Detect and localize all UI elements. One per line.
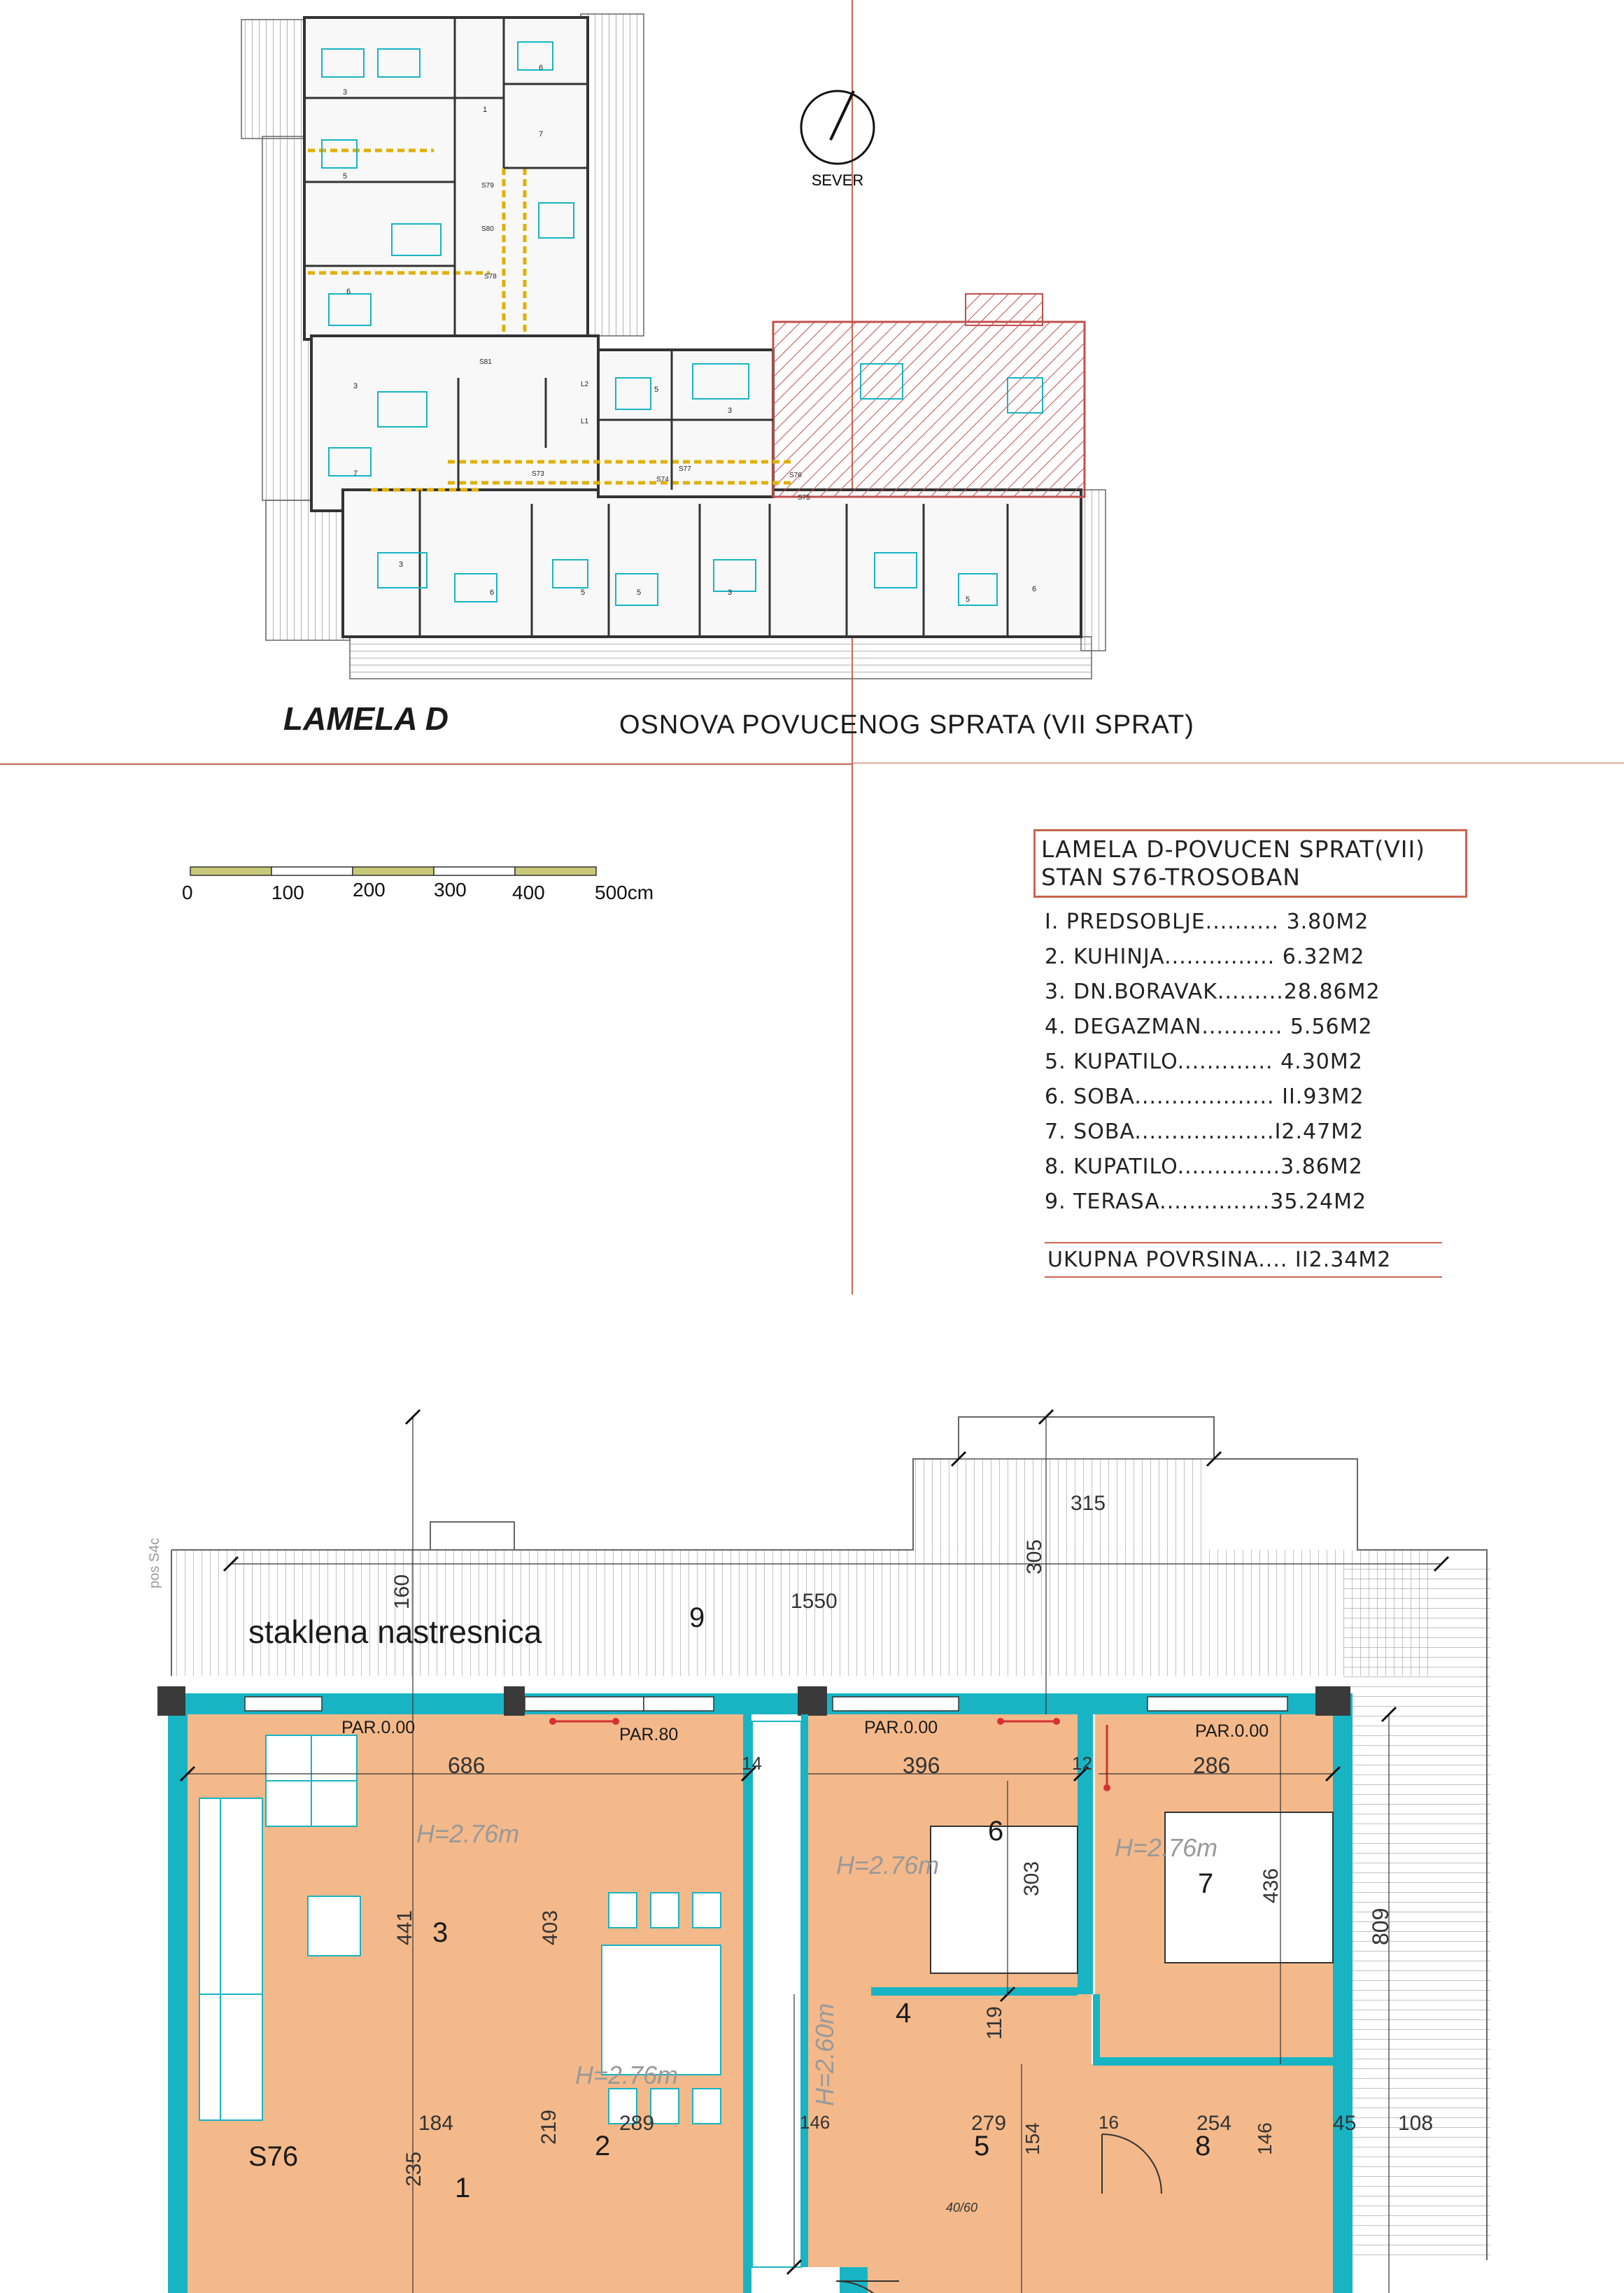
dim-label: 286 xyxy=(1193,1753,1231,1778)
dim-label: 1550 xyxy=(791,1590,838,1613)
scale-label: 400 xyxy=(512,882,545,903)
room-number: 1 xyxy=(483,106,488,114)
height-label: H=2.60m xyxy=(810,2003,839,2106)
pos-label: pos S4c xyxy=(147,1537,162,1588)
apt-label: L1 xyxy=(581,418,589,425)
room-number: 3 xyxy=(728,588,733,597)
room-number: 7 xyxy=(539,130,544,139)
dim-label: 303 xyxy=(1020,1861,1043,1896)
room-number-9: 9 xyxy=(689,1602,705,1633)
scale-bar xyxy=(182,864,686,913)
dim-label: 108 xyxy=(1398,2112,1434,2135)
room-number: 5 xyxy=(343,172,348,181)
dim-label: 40/60 xyxy=(946,2201,978,2215)
table-row: I. PREDSOBLJE.......... 3.80M2 xyxy=(1045,910,1369,934)
dim-label: 14 xyxy=(742,1753,762,1774)
floor-title: OSNOVA POVUCENOG SPRATA (VII SPRAT) xyxy=(619,710,1194,740)
room-number: 6 xyxy=(539,64,544,72)
terrace-hatch xyxy=(241,20,304,139)
dim-label: 16 xyxy=(1099,2112,1119,2133)
overview-plan xyxy=(0,0,1624,770)
apartment-plan xyxy=(0,1392,1624,2293)
north-arrow-icon xyxy=(801,91,874,164)
dim-label: 160 xyxy=(390,1574,414,1609)
table-header xyxy=(1033,829,1467,898)
scale-label: 500cm xyxy=(595,882,654,903)
level-label: PAR.0.00 xyxy=(864,1718,938,1737)
dim-label: 154 xyxy=(1022,2122,1043,2155)
scale-label: 300 xyxy=(434,879,467,901)
room-number: 7 xyxy=(353,470,358,478)
lamela-title: LAMELA D xyxy=(283,700,449,737)
terrace-hatch xyxy=(266,500,350,640)
height-label: H=2.76m xyxy=(1115,1833,1218,1862)
height-label: H=2.76m xyxy=(416,1819,520,1848)
dim-label: 436 xyxy=(1259,1868,1283,1903)
dim-label: 235 xyxy=(402,2151,425,2187)
apt-label: S78 xyxy=(484,273,497,281)
room-number: 3 xyxy=(728,407,733,415)
dim-label: 315 xyxy=(1071,1492,1106,1515)
room-area-table xyxy=(1033,829,1467,1278)
room-number: 5 xyxy=(581,588,586,597)
table-row: 5. KUPATILO............. 4.30M2 xyxy=(1045,1050,1363,1074)
terrace-hatch xyxy=(581,14,644,336)
dim-label: 119 xyxy=(983,2006,1006,2040)
terrace-label: staklena nastresnica xyxy=(248,1614,542,1650)
dim-label: 12 xyxy=(1072,1753,1092,1774)
room-number-2: 2 xyxy=(595,2131,611,2161)
dim-label: 45 xyxy=(1333,2112,1357,2135)
dim-label: 279 xyxy=(971,2112,1007,2135)
room-number-4: 4 xyxy=(896,1998,912,2029)
table-total: UKUPNA POVRSINA.... II2.34M2 xyxy=(1045,1242,1442,1278)
room-number: 6 xyxy=(490,588,495,597)
room-number: 6 xyxy=(1032,585,1037,593)
room-number-8: 8 xyxy=(1195,2131,1211,2161)
table-row: 2. KUHINJA............... 6.32M2 xyxy=(1045,945,1365,969)
apt-label: S80 xyxy=(481,225,494,233)
building-wing-east xyxy=(598,350,773,497)
room-number: 5 xyxy=(637,588,642,597)
room-number: 3 xyxy=(343,88,348,97)
room-number: 5 xyxy=(654,386,659,394)
table-row: 8. KUPATILO..............3.86M2 xyxy=(1045,1155,1363,1179)
terrace-hatch xyxy=(350,637,1092,679)
table-row: 3. DN.BORAVAK.........28.86M2 xyxy=(1045,980,1381,1004)
apt-label: S79 xyxy=(481,182,494,190)
dim-label: 184 xyxy=(418,2112,454,2135)
dim-label: 219 xyxy=(537,2109,560,2145)
balcony-deck xyxy=(913,1459,1207,1553)
dim-label: 396 xyxy=(903,1753,940,1778)
dim-label: 305 xyxy=(1023,1539,1046,1574)
room-number-6: 6 xyxy=(988,1816,1004,1847)
table-title-line2: STAN S76-TROSOBAN xyxy=(1041,863,1301,891)
apt-label: S77 xyxy=(679,465,691,473)
building-wing-south xyxy=(343,490,1081,637)
dim-label: 441 xyxy=(393,1910,416,1945)
dim-label: 686 xyxy=(448,1753,486,1778)
table-row: 6. SOBA................... II.93M2 xyxy=(1045,1085,1364,1109)
room-number: 3 xyxy=(399,560,404,569)
room-number-1: 1 xyxy=(455,2173,471,2203)
table-title-line1: LAMELA D-POVUCEN SPRAT(VII) xyxy=(1041,835,1426,863)
room-number-7: 7 xyxy=(1198,1868,1214,1899)
apt-label: S73 xyxy=(532,470,544,478)
room-number: 6 xyxy=(346,288,351,296)
dim-label: 146 xyxy=(800,2112,831,2133)
height-label: H=2.76m xyxy=(836,1851,940,1879)
dim-label: 809 xyxy=(1368,1907,1393,1945)
room-number-5: 5 xyxy=(974,2131,990,2161)
height-label: H=2.76m xyxy=(575,2061,679,2089)
dim-label: 403 xyxy=(539,1910,562,1945)
apt-label: L2 xyxy=(581,381,589,388)
dim-label: 146 xyxy=(1254,2122,1276,2155)
scale-label: 100 xyxy=(271,882,304,903)
scale-label: 0 xyxy=(182,882,193,903)
dim-label: 289 xyxy=(619,2112,655,2135)
bed-room-6 xyxy=(931,1826,1078,1973)
level-label: PAR.0.00 xyxy=(1195,1721,1269,1741)
table-row: 9. TERASA...............35.24M2 xyxy=(1045,1190,1367,1214)
room-number-3: 3 xyxy=(432,1917,449,1948)
north-label: SEVER xyxy=(811,171,864,189)
side-terrace-deck xyxy=(1343,1564,1490,2257)
apt-label: S74 xyxy=(656,476,669,484)
table-row: 7. SOBA...................I2.47M2 xyxy=(1045,1120,1364,1144)
highlighted-apartment-balcony xyxy=(966,294,1043,325)
table-row: 4. DEGAZMAN........... 5.56M2 xyxy=(1045,1015,1373,1039)
apt-label: S75 xyxy=(798,494,810,502)
apt-label: S81 xyxy=(479,358,492,366)
scale-label: 200 xyxy=(353,879,386,901)
level-label: PAR.0.00 xyxy=(341,1718,416,1737)
level-label: PAR.80 xyxy=(619,1725,679,1744)
dim-label: 254 xyxy=(1196,2112,1232,2135)
highlighted-apartment xyxy=(773,322,1085,497)
room-number: 5 xyxy=(966,595,970,604)
terrace-hatch xyxy=(1081,490,1106,651)
apt-label: S76 xyxy=(789,472,802,479)
apartment-tag: S76 xyxy=(248,2141,299,2172)
room-number: 3 xyxy=(353,382,358,390)
